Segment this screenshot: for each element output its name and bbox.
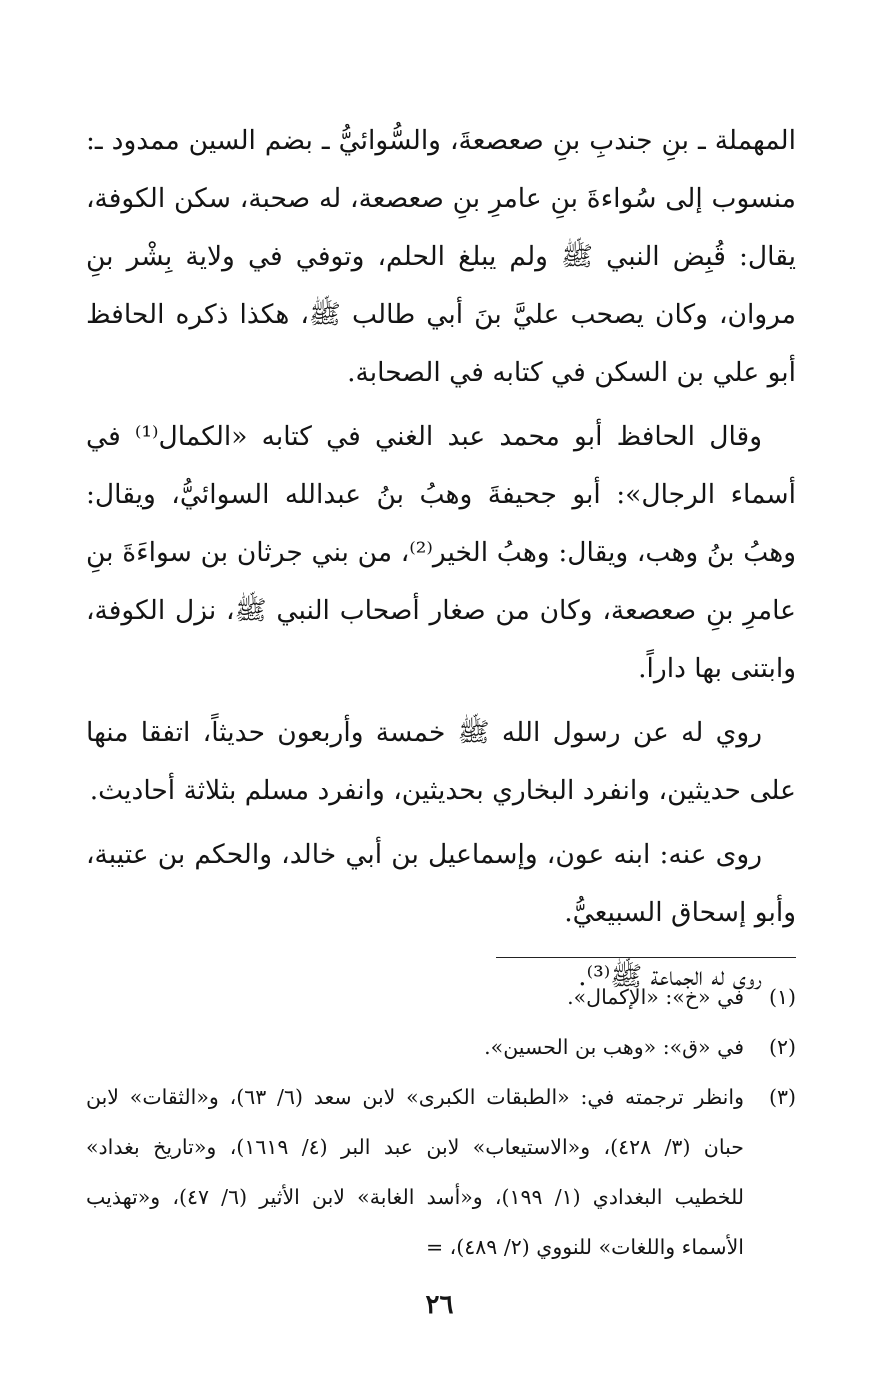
footnote-text: وانظر ترجمته في: «الطبقات الكبرى» لابن سعد (٦/ ٦٣)، و«الثقات» لابن حبان (٣/ ٤٢٨)، و«الاستيعاب» لابن عبد البر (٤/ ١٦١٩)، و«تاريخ بغداد» للخطيب البغدادي (١/ ١٩٩)، و«أسد الغابة» لابن الأثير (٦/ ٤٧)، و«تهذيب الأسماء واللغات» للنووي (٢/ ٤٨٩)، = — [86, 1085, 744, 1259]
footnote-number: (٢) — [768, 1035, 796, 1059]
footnote-3 — [86, 1072, 796, 1272]
footnotes — [86, 972, 796, 1272]
footnote-text: في «ق»: «وهب بن الحسين». — [484, 1035, 744, 1059]
footnote-number: (٣) — [768, 1085, 796, 1109]
paragraph-4: روى عنه: ابنه عون، وإسماعيل بن أبي خالد، والحكم بن عتيبة، وأبو إسحاق السبيعيُّ. — [86, 839, 796, 928]
paragraph-5: روى له الجماعة ﷺ⁽³⁾. — [578, 961, 762, 992]
page-number: ٢٦ — [425, 1290, 454, 1320]
footnote-text: في «خ»: «الإكمال». — [567, 985, 744, 1009]
paragraph-2: وقال الحافظ أبو محمد عبد الغني في كتابه «الكمال⁽¹⁾ في أسماء الرجال»: أبو جحيفةَ وهبُ بنُ عبدالله السوائيُّ، ويقال: وهبُ بنُ وهب، ويقال: وهبُ الخير⁽²⁾، من بني جرثان بن سواءَةَ بنِ عامرِ بنِ صعصعة، وكان من صغار أصحاب النبي ﷺ، نزل الكوفة، وابتنى بها داراً. — [86, 421, 796, 684]
footnote-2 — [86, 1022, 796, 1072]
footnote-number: (١) — [768, 985, 796, 1009]
footnote-separator — [496, 957, 796, 958]
main-text — [86, 112, 796, 1012]
paragraph-1: المهملة ـ بنِ جندبِ بنِ صعصعةَ، والسُّوائيُّ ـ بضم السين ممدود ـ: منسوب إلى سُواءةَ بنِ عامرِ بنِ صعصعة، له صحبة، سكن الكوفة، يقال: قُبِض النبي ﷺ ولم يبلغ الحلم، وتوفي في ولاية بِشْر بنِ مروان، وكان يصحب عليَّ بنَ أبي طالب ﷺ، هكذا ذكره الحافظ أبو علي بن السكن في كتابه في الصحابة. — [86, 125, 796, 388]
paragraph-3: روي له عن رسول الله ﷺ خمسة وأربعون حديثاً، اتفقا منها على حديثين، وانفرد البخاري بحديثين، وانفرد مسلم بثلاثة أحاديث. — [86, 717, 796, 806]
footnote-1 — [86, 972, 796, 1022]
